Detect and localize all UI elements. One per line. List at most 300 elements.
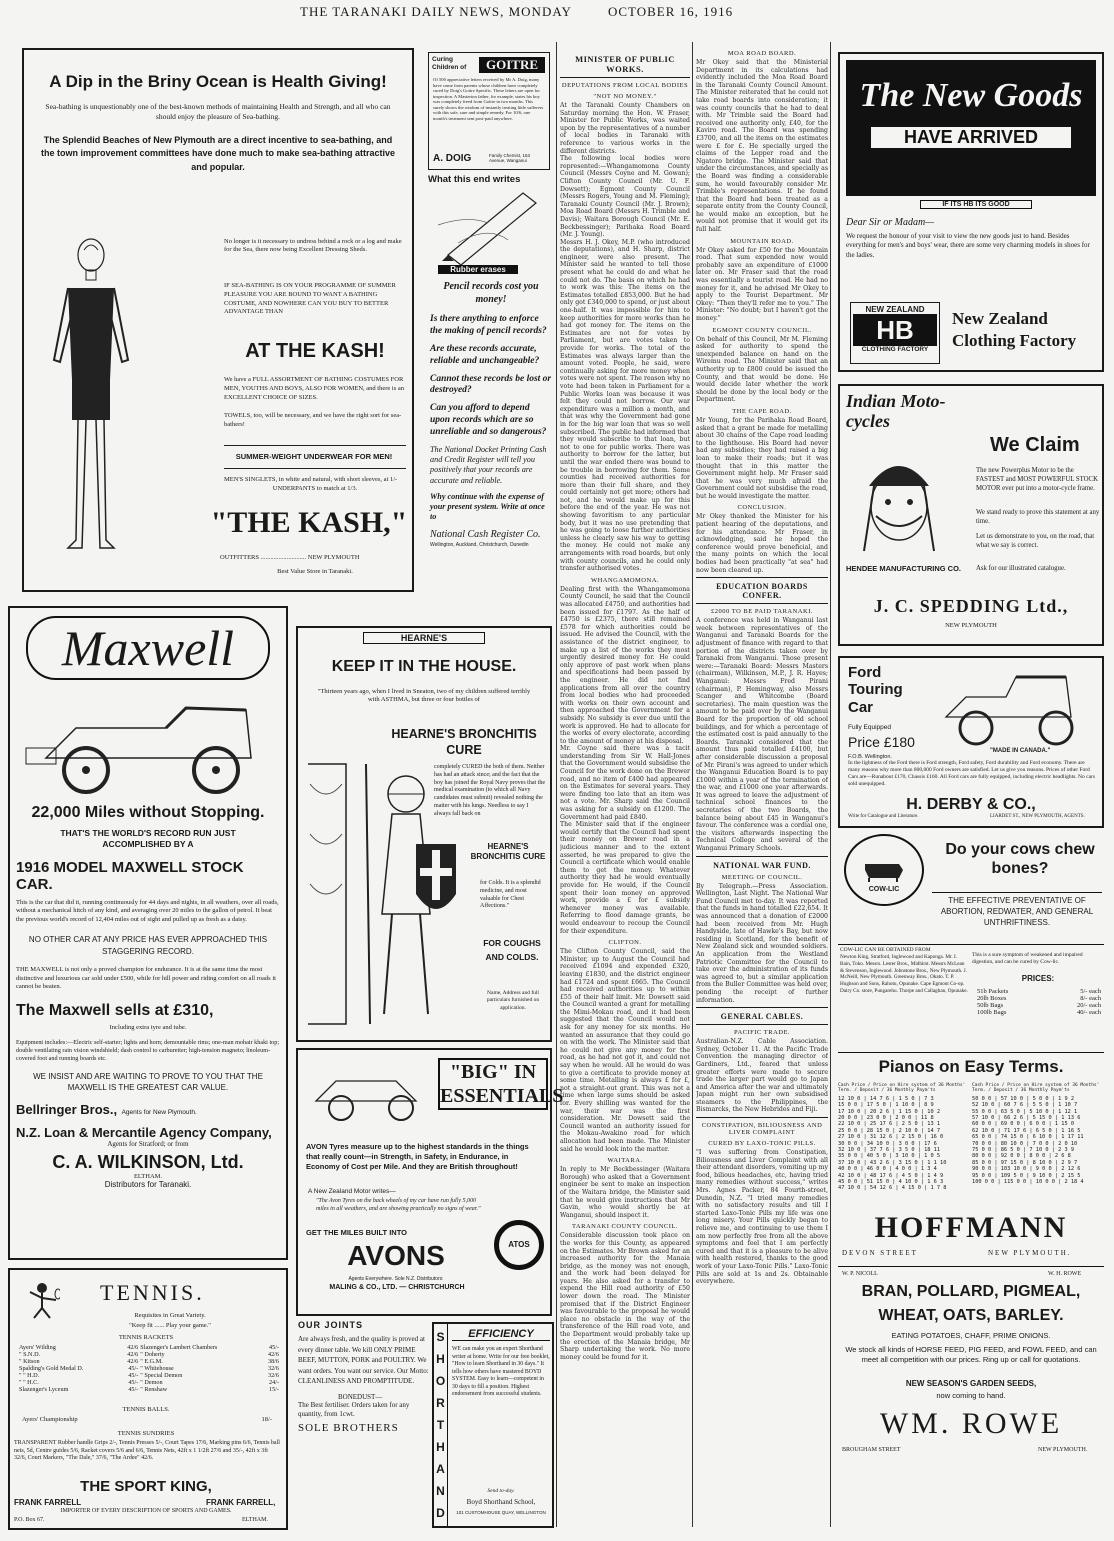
maxwell-nzl2: Agents for Stratford; or from bbox=[107, 1140, 189, 1149]
kash-at-the-kash: AT THE KASH! bbox=[245, 340, 385, 362]
avon-agents: Agents Everywhere. Sole N.Z. Distributors: bbox=[348, 1276, 444, 1282]
tennis-racket-cell: Slazenger's Lambert Chambers bbox=[140, 1344, 218, 1351]
col4-p6: A conference was held in Wanganui last week between representatives of the Wanganui and Taranaki Boards for the adjustment of finance with regard to that portion of the districts taken over by Taranaki from Wanganui. Those present were:—Taranaki Board: Messrs Masters (chairman), Wilkinson, M.P., J. R. Hayes; Wanganui: Messrs Fred Pirani (chairman), P. Hemingway, also Messrs Scanger and Whitcombe (Board secretaries). The main question was the amount to be paid over by the Wanganui Board for the proportion of old school buildings, and for which a percentage of the estimated cost is paid annually to the Boards. Taranaki considered that the amount thus paid totalled £4100, but after considerable discussion a proposal of Mr. Pirani's was agreed to under which the Wanganui Education Board is to pay £1000 within a year of the termination of the war, and £1000 one year afterwards. It was agreed to leave the adjustment of technical school finances to the secretaries of the two Boards, the balance being about £45 in Wanganui's favour. The conference was a cordial one, the visitors afterwards inspecting the Technical College and several of the Wanganui Primary Schools. bbox=[696, 617, 828, 853]
col4-h13: CURED BY LAXO-TONIC PILLS. bbox=[708, 1140, 816, 1148]
ford-ad bbox=[838, 656, 1104, 828]
piano-price-row: 62 10 0 | 71 17 6 | 6 5 0 | 1 16 5 bbox=[972, 1127, 1081, 1134]
col3-p3: Messrs H. J. Okey, M.P. (who introduced the deputations), and H. Sharp, district engineer, were also present. The Minister said he wanted to tell those present what he could do and what he could not do. The basis on which he had to work was this: The items on the Estimates totalled £853,000. But he had only got £340,000 to spend, or just about one-half. It was impossible for him to keep authorities for more works than he had got money for. The items on the Estimates are not for votes by Parliament, but are votes taken to provide for works. The total of the Estimates was always larger than the amount voted. People, he said, were continually asking for more money when votes were not spent. The reason why no vote had been taken in Parliament for a Public Works loan was because it was felt they could not borrow. Our war expenditure was a million a month, and that was why the Government had gone in for the big war loan that was so well subscribed. The public had informed that they would subscribe to that loan, but not to one for public works. There was authority to borrow for the latter, but until the war ended there was bound to be trouble in borrowing for them. Some counties had received authorities for more than their full share, and they could certainly not get more; others had not, and he would make up for this before the end of the year. He was not showing favoritism to any particular body, but it was no use pretending that he was going to loose further authorities unless he clearly saw his way to getting the money. He could not make any arrangements with road boards, but only with county councils, and he could only transfer authorised votes. bbox=[560, 238, 690, 573]
joints-title: OUR JOINTS bbox=[298, 1320, 364, 1330]
cowlic-price-cell: 40/- each bbox=[1076, 1009, 1101, 1016]
tennis-balls-price: 18/- bbox=[261, 1416, 272, 1423]
kash-ifsea: IF SEA-BATHING IS ON YOUR PROGRAMME OF SUMMER PLEASURE YOU ARE BOUND TO WANT A BATHING COSTUME, AND NOWHERE CAN YOU BUY TO BETTER ADVANTAGE THAN bbox=[224, 282, 396, 316]
cowlic-q: Do your cows chew bones? bbox=[945, 841, 1095, 878]
pianos-hdr-hire-2: Price on Hire system of 36 Months' Term. bbox=[972, 1083, 1100, 1094]
kash-intro: Sea-bathing is unquestionably one of the best-known methods of maintaining Health and Strength, and all who can should enjoy the pleasure of Sea-bathing. bbox=[45, 102, 391, 121]
pianos-hdr-dep-2: Deposit bbox=[993, 1088, 1013, 1094]
tennis-racket-cell: 32/6 bbox=[267, 1372, 279, 1379]
cowlic-price-cell: 8/- each bbox=[1080, 995, 1101, 1002]
cowlic-price-row bbox=[976, 995, 1102, 1002]
indian-body1: The new Powerplus Motor to be the FASTEST and MOST POWERFUL STOCK MOTOR ever put into a motor-cycle frame. bbox=[976, 467, 1098, 493]
maxwell-car-illustration bbox=[16, 688, 280, 798]
tennis-balls: Ayers' Championship bbox=[22, 1416, 78, 1423]
col4-h8: NATIONAL WAR FUND. bbox=[713, 860, 811, 870]
indian-body3: Let us demonstrate to you, on the road, that what we say is correct. bbox=[976, 533, 1095, 550]
tennis-ad bbox=[8, 1268, 288, 1530]
hearne-colds: for Colds. It is a splendid medicine, and most valuable for Chest Affections." bbox=[480, 880, 541, 910]
knight-illustration bbox=[306, 744, 476, 1034]
ncr-q2: Are these records accurate, reliable and unchangeable? bbox=[430, 343, 540, 366]
kash-np: NEW PLYMOUTH bbox=[307, 554, 360, 561]
ncr-what: What this end writes bbox=[428, 174, 521, 185]
goitre-ad bbox=[428, 52, 550, 170]
tennis-racket-cell: Slazenger's Lyceum bbox=[19, 1386, 69, 1393]
kash-headline: A Dip in the Briny Ocean is Health Giving! bbox=[49, 72, 387, 91]
tennis-racket-cell: 42/6 bbox=[127, 1358, 139, 1365]
cowlic-price-row bbox=[976, 1002, 1102, 1009]
ford-car-illustration bbox=[936, 662, 1096, 750]
tennis-racket-cell: " Doherty bbox=[140, 1351, 165, 1358]
hearne-body: completely CURED the both of them. Neither has had an attack since; and the fact that the boy has joined the Royal Navy proves that the medical examination (to which all Navy candidates must submit) revealed nothing the matter with his lungs. Needless to say I always fall back on bbox=[434, 764, 545, 817]
masthead-left: THE TARANAKI DAILY NEWS, MONDAY bbox=[300, 4, 572, 19]
maxwell-eltham: ELTHAM. bbox=[133, 1173, 163, 1181]
tennis-rackets-h: TENNIS RACKETS bbox=[118, 1334, 174, 1341]
shorthand-school: Boyd Shorthand School, bbox=[466, 1498, 536, 1506]
goitre-address: Family Chemist, 163 Avenue, Wanganui bbox=[489, 153, 531, 163]
cowlic-price-cell: 100lb Bags bbox=[977, 1009, 1007, 1016]
maxwell-incl: Including extra tyre and tube. bbox=[109, 1023, 187, 1031]
tennis-eltham: ELTHAM. bbox=[242, 1517, 268, 1523]
cowlic-price-cell: 50lb Bags bbox=[977, 1002, 1004, 1009]
joints-sole: SOLE BROTHERS bbox=[298, 1422, 399, 1435]
pianos-hdr-cash: Cash Price bbox=[838, 1083, 866, 1088]
new-goods-ad bbox=[838, 52, 1104, 372]
masthead bbox=[300, 4, 820, 22]
ncr-pencil: Pencil records cost you money! bbox=[443, 281, 539, 305]
tennis-sub1: Requisites in Great Variety. bbox=[134, 1312, 206, 1319]
maxwell-price: The Maxwell sells at £310, bbox=[16, 1001, 214, 1019]
tennis-racket-cell: 42/6 bbox=[267, 1351, 279, 1358]
hb-cf: CLOTHING FACTORY bbox=[861, 346, 929, 353]
tennis-racket-row bbox=[18, 1365, 280, 1372]
piano-price-row: 85 0 0 | 97 15 0 | 8 10 0 | 2 9 7 bbox=[972, 1159, 1078, 1166]
hearne-keep: KEEP IT IN THE HOUSE. bbox=[331, 658, 517, 675]
tennis-racket-cell: 32/6 bbox=[267, 1365, 279, 1372]
pianos-ad bbox=[838, 1052, 1104, 1262]
col4-h7: £2000 TO BE PAID TARANAKI. bbox=[711, 608, 813, 616]
pianos-np: NEW PLYMOUTH. bbox=[988, 1249, 1072, 1257]
hearne-logo: HEARNE'S bbox=[363, 632, 485, 644]
col3-p4: Dealing first with the Whangamomona County Council, he said that the Council was allocated £4750, and authorities had been issued for £1797. As the half of £4750 is £2375, there still remained £578 for which authorities could be issued. He advised the Council, with the assistance of the district engineer, to make up a list of the works they most urgently desired money for. He could only approve of past work when plans and specifications had been passed by the engineer. He did not find applications from all over the country from local bodies who had proceeded with works on their own account and then approached the Government for a subsidy. No subsidy is ever due until the work is approved. He had to allocate for the works of every electorate, according to the amount of money at his disposal. bbox=[560, 585, 690, 745]
shorthand-addr: 101 CUSTOMHOUSE QUAY, WELLINGTON bbox=[456, 1510, 546, 1515]
tennis-racket-cell: 24/- bbox=[269, 1379, 279, 1386]
tennis-title: TENNIS. bbox=[100, 1280, 205, 1305]
ncr-company: National Cash Register Co. bbox=[430, 528, 541, 540]
ncr-q4: Can you afford to depend upon records which are so unreliable and so dangerous? bbox=[430, 403, 547, 437]
maxwell-record: THAT'S THE WORLD'S RECORD RUN JUST ACCOMPLISHED BY A bbox=[60, 828, 236, 850]
maxwell-dist: Distributors for Taranaki. bbox=[104, 1180, 192, 1190]
new-goods-strip: IF ITS HB ITS GOOD bbox=[920, 200, 1032, 209]
tennis-racket-cell: " Special Demon bbox=[140, 1372, 183, 1379]
avon-get: GET THE MILES BUILT INTO bbox=[306, 1228, 407, 1237]
kash-summer: SUMMER-WEIGHT UNDERWEAR FOR MEN! bbox=[235, 452, 393, 461]
tennis-racket-cell: " Renshaw bbox=[140, 1386, 168, 1393]
col4-p9: "I was suffering from Constipation, Biliousness and Liver Complaint with all their attendant disorders, vomiting up my food, bilious headaches, etc, having tried many remedies without success," writes Mrs. Agnes Packer, 84 Fourth-street, Dunedin, N.Z. "I tried many remedies with no satisfactory results and till I started Laxo-Tonic Pills my life was one long misery. Your Pills quickly began to relieve me, and continuing to use them I am now perfectly free from all the above symptoms and feel that I am perfectly cured and that it is a pleasure to be alive with health restored, thanks to the good work of your Laxo-Tonic Pills." Laxo-Tonic Pills are sold at 1s and 2s. Obtainable everywhere. bbox=[696, 1149, 828, 1286]
avon-quote: "The Avon Tyres on the back wheels of my car have run fully 5,000 miles in all weathers, and are showing practically no signs of wear." bbox=[316, 1198, 481, 1212]
goitre-body: Of 500 appreciative letters received by Mr A. Doig, many have come from parents whose children have completely cured by Doig's Goitre Specific. These letters are open for inspection. A Masterton father, for example, states his boy was completely freed from Goitre in two months. This surely shows the wisdom of instantly treating little sufferers with this safe, sure and simple remedy. For 10/6, one month's treatment sent post-paid anywhere. bbox=[433, 77, 544, 121]
hb-letters: HB bbox=[853, 314, 937, 346]
kash-towels: TOWELS, too, will be necessary, and we have the right sort for sea-bathers! bbox=[224, 412, 402, 428]
piano-price-row: 45 0 0 | 51 15 0 | 4 10 0 | 1 6 3 bbox=[838, 1179, 944, 1186]
avon-nz: A New Zealand Motor writes— bbox=[308, 1188, 396, 1195]
col3-p5: Mr. Coyne said there was a tacit understanding from Sir W. Hall-Jones that the Government would subsidise the Council for the work done on the Brewer road, and no item of £400 had appeared on the Estimates for several years. They were finding too late that an item was not a vote. Mr. Sharp said the Council was asking for a subsidy on £1200. The Government had paid £840. bbox=[560, 745, 690, 821]
ford-made: "MADE IN CANADA." bbox=[990, 748, 1051, 754]
tennis-racket-cell: " " H.C. bbox=[19, 1379, 39, 1386]
tennis-rackets-table bbox=[18, 1344, 280, 1393]
motorcar-illustration bbox=[306, 1056, 446, 1126]
indian-mfg: HENDEE MANUFACTURING CO. bbox=[846, 564, 962, 573]
hearne-for: FOR COUGHS AND COLDS. bbox=[483, 938, 541, 963]
ncr-body: The National Docket Printing Cash and Credit Register will tell you positively that your records are accurate and reliable. bbox=[430, 444, 547, 485]
piano-price-row: 70 0 0 | 80 10 0 | 7 0 0 | 2 0 10 bbox=[972, 1140, 1078, 1147]
cowlic-seal-text: COW-LIC bbox=[868, 886, 900, 893]
piano-price-row: 32 10 0 | 37 7 6 | 3 5 0 | 18 11 bbox=[838, 1147, 941, 1154]
piano-price-row: 37 10 0 | 43 2 6 | 3 15 0 | 1 1 10 bbox=[838, 1159, 947, 1166]
tennis-balls-h: TENNIS BALLS. bbox=[122, 1406, 170, 1413]
hearne-quote: "Thirteen years ago, when I lived in Sneaton, two of my children suffered terribly with ASTHMA, but three or four bottles of bbox=[317, 688, 531, 704]
kash-ad bbox=[22, 48, 414, 592]
shorthand-send: Send to-day. bbox=[487, 1488, 515, 1494]
kash-outfitters: OUTFITTERS ............................ NEW PLYMOUTH bbox=[220, 554, 360, 561]
ncr-eraser: Rubber erases bbox=[438, 265, 518, 274]
col4-p2: Mr Okey asked for £50 for the Mountain road. That sum expended now would probably save an expenditure of £1000 later on. Mr Fraser said that the road was essentially a tourist road. He had no money for it, and he advised Mr Okey to apply to the Tourist Department. Mr Okey: "Then they'll refer me to you." The Minister: "No doubt; but I haven't got the money." bbox=[696, 246, 828, 322]
joints-bone: BONEDUST— bbox=[338, 1392, 383, 1401]
hb-nz: NEW ZEALAND bbox=[865, 305, 925, 314]
hb-logo bbox=[850, 302, 940, 364]
tennis-racket-cell: 45/- bbox=[128, 1379, 139, 1386]
col4-h6: EDUCATION BOARDS CONFER. bbox=[716, 582, 808, 601]
tennis-king: THE SPORT KING, bbox=[80, 1478, 212, 1495]
rowe-eating: EATING POTATOES, CHAFF, PRIME ONIONS. bbox=[891, 1331, 1051, 1340]
maxwell-p1: This is the car that did it, running continuously for 44 days and nights, in all weathers, over all roads, without a mechanical hitch of any kind, and averaging over 20 miles to the gallon of petrol. It beat the previous world's record of 12,404 miles out of sight and pulled up as fresh as a daisy. bbox=[16, 898, 279, 923]
piano-price-row: 95 0 0 | 109 5 0 | 9 10 0 | 2 15 5 bbox=[972, 1172, 1081, 1179]
cowlic-seal bbox=[844, 834, 924, 906]
shorthand-ad bbox=[432, 1322, 554, 1528]
indian-name: J. C. SPEDDING Ltd., bbox=[873, 596, 1069, 616]
ford-price: Price £180 bbox=[848, 734, 915, 750]
indian-body4: Ask for our illustrated catalogue. bbox=[976, 565, 1066, 572]
avon-maling: MALING & CO., LTD. — CHRISTCHURCH bbox=[329, 1284, 465, 1291]
cowlic-effective: THE EFFECTIVE PREVENTATIVE OF ABORTION, REDWATER, AND GENERAL UNTHRIFTINESS. bbox=[940, 896, 1094, 927]
tennis-racket-cell: " Demon bbox=[140, 1379, 163, 1386]
ford-equipped: Fully Equipped bbox=[848, 724, 891, 731]
tennis-racket-row bbox=[18, 1344, 280, 1351]
col3-h3: "NOT NO MONEY." bbox=[593, 93, 657, 100]
col3-p1: At the Taranaki County Chambers on Saturday morning the Hon. W. Fraser, Minister for Public Works, was waited upon by the representatives of a number of local bodies in Taranaki with reference to various works in the different districts. bbox=[560, 102, 690, 155]
pianos-hdr-dep: Deposit bbox=[859, 1088, 879, 1094]
col4-h5: CONCLUSION. bbox=[737, 504, 787, 512]
new-goods-banner bbox=[846, 60, 1096, 196]
col4-p5: Mr Okey thanked the Minister for his patient hearing of the deputations, and for his attendance. Mr Fraser, in acknowledging, said he hoped the conference would prove beneficial, and the many points on which the local bodies had been practically "at sea" had now been cleared up. bbox=[696, 513, 828, 574]
piano-price-row: 30 0 0 | 34 10 0 | 3 0 0 | 17 6 bbox=[838, 1140, 937, 1147]
hearne-cure: HEARNE'S BRONCHITIS CURE bbox=[391, 727, 537, 758]
maxwell-miles: 22,000 Miles without Stopping. bbox=[31, 804, 265, 821]
indian-chief-icon bbox=[854, 446, 944, 556]
tennis-racket-cell: " Kitson bbox=[19, 1358, 40, 1365]
avon-big: "BIG" IN ESSENTIALS bbox=[438, 1058, 548, 1110]
avon-ad bbox=[296, 1048, 564, 1316]
piano-price-row: 40 0 0 | 46 0 0 | 4 0 0 | 1 3 4 bbox=[838, 1166, 937, 1173]
joints-body: Are always fresh, and the quality is proved at every dinner table. We kill ONLY PRIME BEEF, MUTTON, PORK and POULTRY. We want orders. You want our service. Our Motto: CLEANLINESS AND PROMPTITUDE. bbox=[298, 1335, 429, 1385]
col3-h2: DEPUTATIONS FROM LOCAL BODIES bbox=[561, 82, 689, 89]
tennis-racket-row bbox=[18, 1372, 280, 1379]
cowlic-list: Newton King, Stratford, Inglewood and Kaponga. Mr. I. Bain, Toko. Messrs. Lester Bros., Midhirst. Messrs McLean & Stevenson, Inglewood. Johnstone Bros., New Plymouth. J. McNeill, New Plymouth. Greenway Bros., Okato. T. P. Hughson and Sons, Rahotu, Opunake. Cape Egmont Co-op. Dairy Co. store, Pungarehu. Thorpe and Callaghan, Opunake. bbox=[840, 954, 968, 994]
tennis-importer: IMPORTER OF EVERY DESCRIPTION OF SPORTS AND GAMES. bbox=[60, 1508, 232, 1514]
cowlic-price-cell: 20/- each bbox=[1076, 1002, 1101, 1009]
piano-price-row: 12 10 0 | 14 7 6 | 1 5 0 | 7 3 bbox=[838, 1095, 934, 1102]
kash-beaches: The Splendid Beaches of New Plymouth are a direct incentive to sea-bathing, and the town improvement committees have done much to make sea-bathing attractive and popular. bbox=[40, 134, 396, 172]
piano-price-row: 20 0 0 | 23 0 0 | 2 0 0 | 11 8 bbox=[838, 1115, 934, 1121]
pianos-hdr-hire: Price on Hire system of 36 Months' Term. bbox=[838, 1083, 966, 1094]
new-goods-dear: Dear Sir or Madam— bbox=[846, 217, 935, 228]
col3-p6: The Minister said that if the engineer would certify that the Council had spent their money on Brewer road in a judicious manner and to the extent asserted, he was prepared to give the Council a certificate which would enable them to get the money. Whatever authority they had he would eventually provide for. He would, if the Council spent their loan money on approved work, provide a £ for £ subsidy whenever money was available. Referring to flood damage grants, he would endeavour to recoup the Council for their expenditure. bbox=[560, 821, 690, 935]
piano-price-row: 25 0 0 | 28 15 0 | 2 10 0 | 14 7 bbox=[838, 1127, 941, 1134]
cowlic-prices-h: PRICES: bbox=[1021, 974, 1055, 983]
ford-addr: LIARDET ST., NEW PLYMOUTH, AGENTS. bbox=[990, 814, 1085, 819]
hearne-ad bbox=[296, 626, 552, 1042]
avon-body: AVON Tyres measure up to the highest standards in the things that really count—in Strength, in Safety, in Endurance, in Economy of Cost per Mile. And they are British throughout! bbox=[306, 1142, 529, 1171]
joints-ad bbox=[298, 1320, 430, 1530]
pianos-hdr-month: 36 Monthly Paym'ts bbox=[886, 1088, 936, 1094]
avon-avons: AVONS bbox=[347, 1240, 445, 1271]
col4-p8: Australian-N.Z. Cable Association. Sydney, October 11. At the Pacific Trade Convention the managing director of Gardiners, Ltd., feared that unless greater efforts were made to secure trade the larger part would go to Japan and America after the war and ultimately Japan might run her own subsidised steamers to the Philippines, the Bismarcks, the New Hebrides and Fiji. bbox=[696, 1038, 828, 1114]
tennis-racket-row bbox=[18, 1379, 280, 1386]
tennis-racket-cell: " " H.D. bbox=[19, 1372, 40, 1379]
tennis-ff2: FRANK FARRELL, bbox=[206, 1498, 276, 1507]
swimmer-illustration bbox=[46, 230, 136, 560]
piano-price-row: 55 0 0 | 63 5 0 | 5 10 0 | 1 12 1 bbox=[972, 1108, 1078, 1115]
col4-p1: Mr Okey said that the Ministerial Department in its calculations had evidently included the Moa Road Board in the Taranaki County Council Amount. The Minister reiterated that he could not take road boards into consideration; it was county councils that he had to deal with. Mr Trimble said the Board had received one authority only, £40, for the Kaviro road. The Board was spending £3700, and all the items on the estimates were £ for £. He specially urged the claims of the Lepper road and the Ngatoro bridge. The Minister said that under the circumstances, and specially as the Board was finding a considerable sum, he would favourably consider Mr. Trimble's representations. If he found that the Board had been treated as a separate entity from the County Council, he would make an exception, but he would not promise that it would get its full half. bbox=[696, 59, 828, 234]
piano-price-row: 75 0 0 | 86 5 0 | 7 10 0 | 2 3 9 bbox=[972, 1147, 1075, 1154]
rowe-wheat: WHEAT, OATS, BARLEY. bbox=[878, 1307, 1064, 1324]
maxwell-ad bbox=[8, 606, 288, 1260]
cowlic-price-row bbox=[976, 1009, 1102, 1016]
tennis-balls-row bbox=[22, 1416, 272, 1423]
tennis-racket-cell: 45/- bbox=[128, 1372, 139, 1379]
col3-h6: WAITARA. bbox=[607, 1157, 643, 1165]
col4-h9: MEETING OF COUNCIL. bbox=[721, 873, 803, 881]
kash-singlets: MEN'S SINGLETS, in white and natural, with short sleeves, at 1/- bbox=[224, 476, 398, 483]
tennis-sub2: "Keep fit ...... Play your game." bbox=[129, 1322, 211, 1329]
tennis-racket-cell: 45/- bbox=[128, 1386, 139, 1393]
new-goods-title: The New Goods bbox=[859, 77, 1083, 114]
tennis-racket-cell: " E.G.M. bbox=[140, 1358, 163, 1365]
pianos-hdr-cash-2: Cash Price bbox=[972, 1083, 1000, 1088]
maxwell-equip: Equipment includes:—Electric self-starter; lights and horn; demountable rims; one-man mohair khaki top; double ventilating rain vision windshield; dash control to carburetter; high-tension magneto; linoleum-covered foot and running boards etc. bbox=[16, 1038, 280, 1062]
shorthand-title: EFFICIENCY bbox=[452, 1328, 550, 1341]
pianos-devon: DEVON STREET bbox=[842, 1249, 918, 1257]
tennis-box: P.O. Box 67. bbox=[14, 1517, 45, 1523]
piano-price-row: 52 10 0 | 60 7 6 | 5 5 0 | 1 10 7 bbox=[972, 1102, 1078, 1109]
pianos-right bbox=[972, 1083, 1104, 1185]
hearne-name: Name, Address and full particulars furnished on application. bbox=[486, 990, 540, 1011]
news-column-4 bbox=[696, 50, 828, 1530]
rowe-ad bbox=[838, 1266, 1104, 1530]
rowe-street: BROUGHAM STREET bbox=[842, 1447, 901, 1453]
tennis-racket-cell: 38/6 bbox=[267, 1358, 279, 1365]
joints-bone2: The Best fertiliser. Orders taken for any quantity, from 1cwt. bbox=[298, 1400, 410, 1419]
tennis-racket-row bbox=[18, 1351, 280, 1358]
ford-write: Write for Catalogue and Literature. bbox=[848, 814, 919, 819]
tennis-racket-cell: 45/- bbox=[128, 1365, 139, 1372]
col4-h4: THE CAPE ROAD. bbox=[732, 407, 792, 415]
cowlic-price-cell: 51b Packets bbox=[977, 988, 1009, 995]
col3-p7: The Clifton County Council, said the Minister, up to August the Council had received £1094 and expended £320, leaving £1830, and the district engineer had £1724 and spent £665. The Council had received authorities up to within £55 of their half limit. Mr. Dowsett said the Council wanted a grant for metalling the Mimi-Mokau road, and it had been suggested that the Council would not ask for any money for six months. He wanted an assurance that they could go on with the work. The Minister said that he could not give any money for the road, as he had not got it, and could not say when he would. All he would do was to give a certificate to provide money at some time. Metalling is always £ for £, not a straight-out grant. This was not a time when large sums should be asked for. Every shilling was wanted for the war, their war was the first consideration. Mr. Dowsett said the Council wanted an authority issued for the Mokau-Awakino road for which allocation had been made. The Minister said he would look into the matter. bbox=[560, 948, 690, 1153]
kash-best-value: Best Value Store in Taranaki. bbox=[277, 568, 353, 575]
tennis-ff1: FRANK FARRELL bbox=[14, 1498, 82, 1507]
ford-derby: H. DERBY & CO., bbox=[906, 796, 1036, 813]
indian-claim: We Claim bbox=[990, 434, 1080, 456]
piano-price-row: 27 10 0 | 31 12 6 | 2 15 0 | 16 0 bbox=[838, 1134, 944, 1141]
cowlic-ad bbox=[838, 834, 1104, 1046]
maxwell-nzl: N.Z. Loan & Mercantile Agency Company, bbox=[16, 1125, 272, 1141]
col3-p9: Considerable discussion took place on the works for this County, as appeared on the Estimates. Mr Brown asked for an increased authority for the Manaia bridge, as the money was not enough, and the work had been delayed for years. He also asked for a transfer to expend the Hill road authority of £50 lower down the road. The Minister promised that if the District Engineer was favourable to the proposal he would place no obstacle in the way of the transference of the Hill road vote, and the Department would probably take up the erection of the Manaia bridge, Mr Sharp undertaking the work. No more money could be found for it. bbox=[560, 1232, 690, 1361]
tennis-racket-cell: " Whitehouse bbox=[140, 1365, 174, 1372]
piano-price-row: 47 10 0 | 54 12 6 | 4 15 0 | 1 7 8 bbox=[838, 1185, 947, 1192]
indian-ad bbox=[838, 384, 1104, 646]
cowlic-symptom: This is a sure symptom of weakened and impaired digestion, and can be cured by Cow-lic. bbox=[972, 952, 1083, 966]
ford-fob: F.O.B. Wellington. bbox=[848, 754, 892, 760]
avon-atos: ATOS bbox=[508, 1240, 530, 1249]
col4-h3: EGMONT COUNTY COUNCIL. bbox=[712, 326, 812, 334]
col4-h10: GENERAL CABLES. bbox=[720, 1012, 804, 1022]
kash-underpants: UNDERPANTS to match at 1/3. bbox=[272, 485, 358, 492]
maxwell-insist: WE INSIST AND ARE WAITING TO PROVE TO YOU THAT THE MAXWELL IS THE GREATEST CAR VALUE. bbox=[33, 1071, 263, 1092]
piano-price-row: 17 10 0 | 20 2 6 | 1 15 0 | 10 2 bbox=[838, 1108, 941, 1115]
ncr-q3: Cannot these records be lost or destroyed? bbox=[430, 373, 552, 396]
col4-h1: MOA ROAD BOARD. bbox=[727, 50, 797, 57]
ncr-ad bbox=[428, 174, 554, 594]
rowe-coming: now coming to hand. bbox=[936, 1391, 1006, 1400]
maxwell-wilkinson: C. A. WILKINSON, Ltd. bbox=[52, 1152, 244, 1173]
ncr-q1: Is there anything to enforce the making of pencil records? bbox=[430, 314, 547, 336]
tennis-racket-cell: 45/- bbox=[269, 1344, 279, 1351]
col4-p3: On behalf of this Council, Mr M. Fleming asked for authority to spend the unexpended balance on hand on the Wiremu road. The Minister said that an authority up to £800 could be issued the County, and that would be done. He would decide later whether the work should be done by the local body or the Department. bbox=[696, 335, 828, 404]
tennis-racket-row bbox=[18, 1386, 280, 1393]
piano-price-row: 15 0 0 | 17 5 0 | 1 10 0 | 8 9 bbox=[838, 1102, 934, 1109]
col3-p2: The following local bodies were represented:—Whangamomona County Council (Messrs Coyne and M. Gowan); Clifton County Council (Mr. U. F. Dowsett); Egmont County Council (Messrs Rogers, Young and M. Fleming); Taranaki County Council (Mr. J. Brown); Moa Road Board (Messrs H. Trimble and Davis); Waitara Borough Council (Mr. E. Beckbessinger); Parihaka Road Board (Mr. J. Young). bbox=[560, 155, 690, 239]
tennis-racket-cell: Spalding's Gold Medal D. bbox=[19, 1365, 84, 1372]
maxwell-bell-agents: Agents for New Plymouth. bbox=[121, 1109, 197, 1117]
kash-big-name: "THE KASH," bbox=[210, 506, 408, 539]
cow-icon bbox=[859, 852, 909, 882]
col3-h1: MINISTER OF PUBLIC WORKS. bbox=[575, 54, 675, 74]
kash-nolonger: No longer is it necessary to undress behind a rock or a log and make for the Sea, there now being Excellent Dressing Sheds. bbox=[224, 238, 402, 254]
piano-price-row: 60 0 0 | 69 0 0 | 6 0 0 | 1 15 0 bbox=[972, 1121, 1075, 1128]
tennis-racket-cell: 42/6 bbox=[127, 1344, 139, 1351]
indian-brand: Indian Moto-cycles bbox=[846, 391, 946, 431]
goitre-caring: Curing Children of bbox=[432, 56, 467, 71]
pianos-hdr-month-2: 36 Monthly Paym'ts bbox=[1020, 1088, 1070, 1094]
piano-price-row: 35 0 0 | 40 5 0 | 3 10 0 | 1 0 5 bbox=[838, 1153, 941, 1160]
shorthand-body: WE can make you an expert Shorthand writer at home. Write for our free booklet, "How to learn Shorthand in 30 days." It tells how others have mastered BOYD SYSTEM. Easy to learn—competent in 30 days to fill a position. Highest endorsement from successful students. bbox=[452, 1346, 550, 1398]
pianos-left bbox=[838, 1083, 970, 1192]
piano-price-row: 42 10 0 | 48 17 6 | 4 5 0 | 1 4 9 bbox=[838, 1172, 944, 1179]
tennis-racket-cell: Ayers' Wilding bbox=[19, 1344, 56, 1351]
kash-outfitters-label: OUTFITTERS bbox=[220, 554, 259, 561]
piano-price-row: 80 0 0 | 92 0 0 | 8 0 0 | 2 6 8 bbox=[972, 1153, 1071, 1160]
ford-title: Ford Touring Car bbox=[848, 664, 903, 716]
maxwell-p2: NO OTHER CAR AT ANY PRICE HAS EVER APPROACHED THIS STAGGERING RECORD. bbox=[28, 935, 268, 957]
rowe-bran: BRAN, POLLARD, PIGMEAL, bbox=[861, 1283, 1081, 1300]
col3-h7: TARANAKI COUNTY COUNCIL. bbox=[571, 1223, 679, 1231]
goitre-word: GOITRE bbox=[479, 57, 545, 73]
piano-price-row: 22 10 0 | 25 17 6 | 2 5 0 | 13 1 bbox=[838, 1121, 941, 1128]
maxwell-model: 1916 MODEL MAXWELL STOCK CAR. bbox=[16, 858, 244, 893]
rowe-n2: W. H. ROWE bbox=[1048, 1271, 1082, 1277]
col4-p4: Mr Young, for the Parihaka Road Board, asked that a grant be made for metalling about 30 chains of the Cape road leading to the lighthouse. His Board had never had any subsidies; they had raised a big loan to make their roads; but it was thought that in this matter the Government might help. Mr Fraser said that he was very much afraid the Government could not subsidise the road, but he would investigate the matter. bbox=[696, 416, 828, 500]
ncr-cities: Wellington, Auckland, Christchurch, Dunedin bbox=[430, 541, 529, 548]
new-goods-name: New Zealand Clothing Factory bbox=[952, 309, 1077, 351]
tennis-racket-cell: 15/- bbox=[269, 1386, 279, 1393]
pencil-icon bbox=[428, 185, 548, 265]
maxwell-bell: Bellringer Bros., bbox=[16, 1102, 118, 1118]
ncr-why: Why continue with the expense of your present system. Write at once to bbox=[430, 491, 545, 522]
tennis-racket-cell: " S.N.D. bbox=[19, 1351, 41, 1358]
piano-price-row: 100 0 0 | 115 0 0 | 10 0 0 | 2 18 4 bbox=[972, 1179, 1084, 1186]
rowe-body: We stock all kinds of HORSE FEED, PIG FEED, and FOWL FEED, and can meet all competition with our prices. Ring up or call for quotations. bbox=[845, 1345, 1097, 1365]
col3-h4: WHANGAMOMONA. bbox=[590, 576, 660, 584]
col4-p7: By Telegraph.—Press Association. Wellington, Last Night. The National War Fund Council met to-day. It was reported that the funds in hand totalled £22,654. It was announced that a donation of £2000 had been received from Mr. Hugh Handyside, late of Hawke's Bay, but now residing in Scotland, for the benefit of New Zealand sick and wounded soldiers. An application from the Westland Patriotic Committee for the Council to take over the administration of its funds was agreed to, but a similar application from the Buller Committee was held over, pending the receipt of further information. bbox=[696, 882, 828, 1004]
avon-tyre-logo bbox=[494, 1220, 544, 1270]
hearne-cure2: HEARNE'S BRONCHITIS CURE bbox=[470, 842, 546, 862]
piano-price-row: 65 0 0 | 74 15 0 | 6 10 0 | 1 17 11 bbox=[972, 1134, 1084, 1141]
maxwell-bell-row bbox=[16, 1101, 280, 1119]
rowe-np: NEW PLYMOUTH. bbox=[1038, 1447, 1088, 1453]
tennis-racket-cell: 42/6 bbox=[127, 1351, 139, 1358]
tennis-sundries-h: TENNIS SUNDRIES bbox=[117, 1430, 175, 1437]
maxwell-p3: THE MAXWELL is not only a proved champion for endurance. It is at the same time the most distinctive and luxurious car sold under £500, while for hill power and riding comfort on all roads it cannot be beaten. bbox=[16, 966, 276, 991]
rowe-name: WM. ROWE bbox=[879, 1407, 1063, 1440]
cowlic-price-cell: 20lb Boxes bbox=[977, 995, 1007, 1002]
piano-price-row: 50 0 0 | 57 10 0 | 5 0 0 | 1 9 2 bbox=[972, 1095, 1075, 1102]
pianos-hoffmann: HOFFMANN bbox=[874, 1211, 1068, 1244]
masthead-date: OCTOBER 16, 1916 bbox=[607, 4, 734, 19]
col4-h11: PACIFIC TRADE. bbox=[733, 1029, 791, 1037]
pianos-hdr-right: Cash Price / Price on Hire system of 36 Months' Term. / Deposit / 36 Monthly Paym'ts bbox=[972, 1083, 1100, 1094]
ford-body: In the lightness of the Ford there is Ford strength, Ford safety, Ford durability and Ford economy. There are many reasons why more than 800,000 Ford owners are satisfied. Let us give you reasons. Prices of other Ford Cars are—Runabout £170, Chassis £160. All Ford cars are fully equipped, including electric headlights. No cars sold unequipped. bbox=[848, 760, 1095, 787]
rowe-seeds: NEW SEASON'S GARDEN SEEDS, bbox=[905, 1379, 1037, 1388]
cowlic-obtained: COW-LIC CAN BE OBTAINED FROM bbox=[840, 947, 931, 953]
pianos-title: Pianos on Easy Terms. bbox=[878, 1057, 1064, 1076]
rowe-n1: W. P. NICOLL bbox=[842, 1271, 878, 1277]
shorthand-vertical: SHORTHAND bbox=[434, 1324, 448, 1526]
cowlic-price-cell: 5/- each bbox=[1080, 988, 1101, 995]
col4-h2: MOUNTAIN ROAD. bbox=[730, 237, 794, 245]
cowlic-price-row bbox=[976, 988, 1102, 995]
tennis-racket-row bbox=[18, 1358, 280, 1365]
news-column-3 bbox=[560, 50, 690, 1530]
maxwell-brand: Maxwell bbox=[26, 616, 270, 680]
goitre-brand: A. DOIG bbox=[433, 153, 472, 164]
kash-assortment: We have a FULL ASSORTMENT OF BATHING COSTUMES FOR MEN, YOUTHS AND BOYS, ALSO FOR WOMEN, and there is an EXCELLENT CHOICE OF SIZES. bbox=[224, 376, 405, 401]
tennis-sundries: TRANSPARENT Rubber handle Grips 2/-, Tennis Presses 5/-, Court Tapes 17/6, Marking pins 6/6, Tennis ball nets, 5d, Centre guides 5/6, Racket covers 5/6 and 6/6, Tennis Nets, 42ft x 1 1/2ft 27/6 and 35/-, 42ft x 3ft 32/6, Court Markers, "The Dale," 37/6, "The Ardee" 42/6. bbox=[14, 1440, 280, 1461]
new-goods-arrived: HAVE ARRIVED bbox=[869, 125, 1073, 150]
new-goods-body: We request the honour of your visit to view the new goods just to hand. Besides everything for men's and boys' wear, there are some very charming models in shoes for the ladies. bbox=[846, 232, 1090, 259]
cowlic-prices bbox=[976, 988, 1102, 1016]
col4-h12: CONSTIPATION, BILIOUSNESS AND LIVER COMPLAINT bbox=[701, 1122, 823, 1137]
col3-p8: In reply to Mr Beckbessinger (Waitara Borough) who asked that a Government engineer be sent to make an inspection of the Waitara bridge, the Minister said that he would give instructions that Mr Gavin, who would shortly be at Wanganui, should inspect it. bbox=[560, 1166, 690, 1219]
piano-price-row: 57 10 0 | 66 2 6 | 5 15 0 | 1 13 6 bbox=[972, 1115, 1081, 1121]
